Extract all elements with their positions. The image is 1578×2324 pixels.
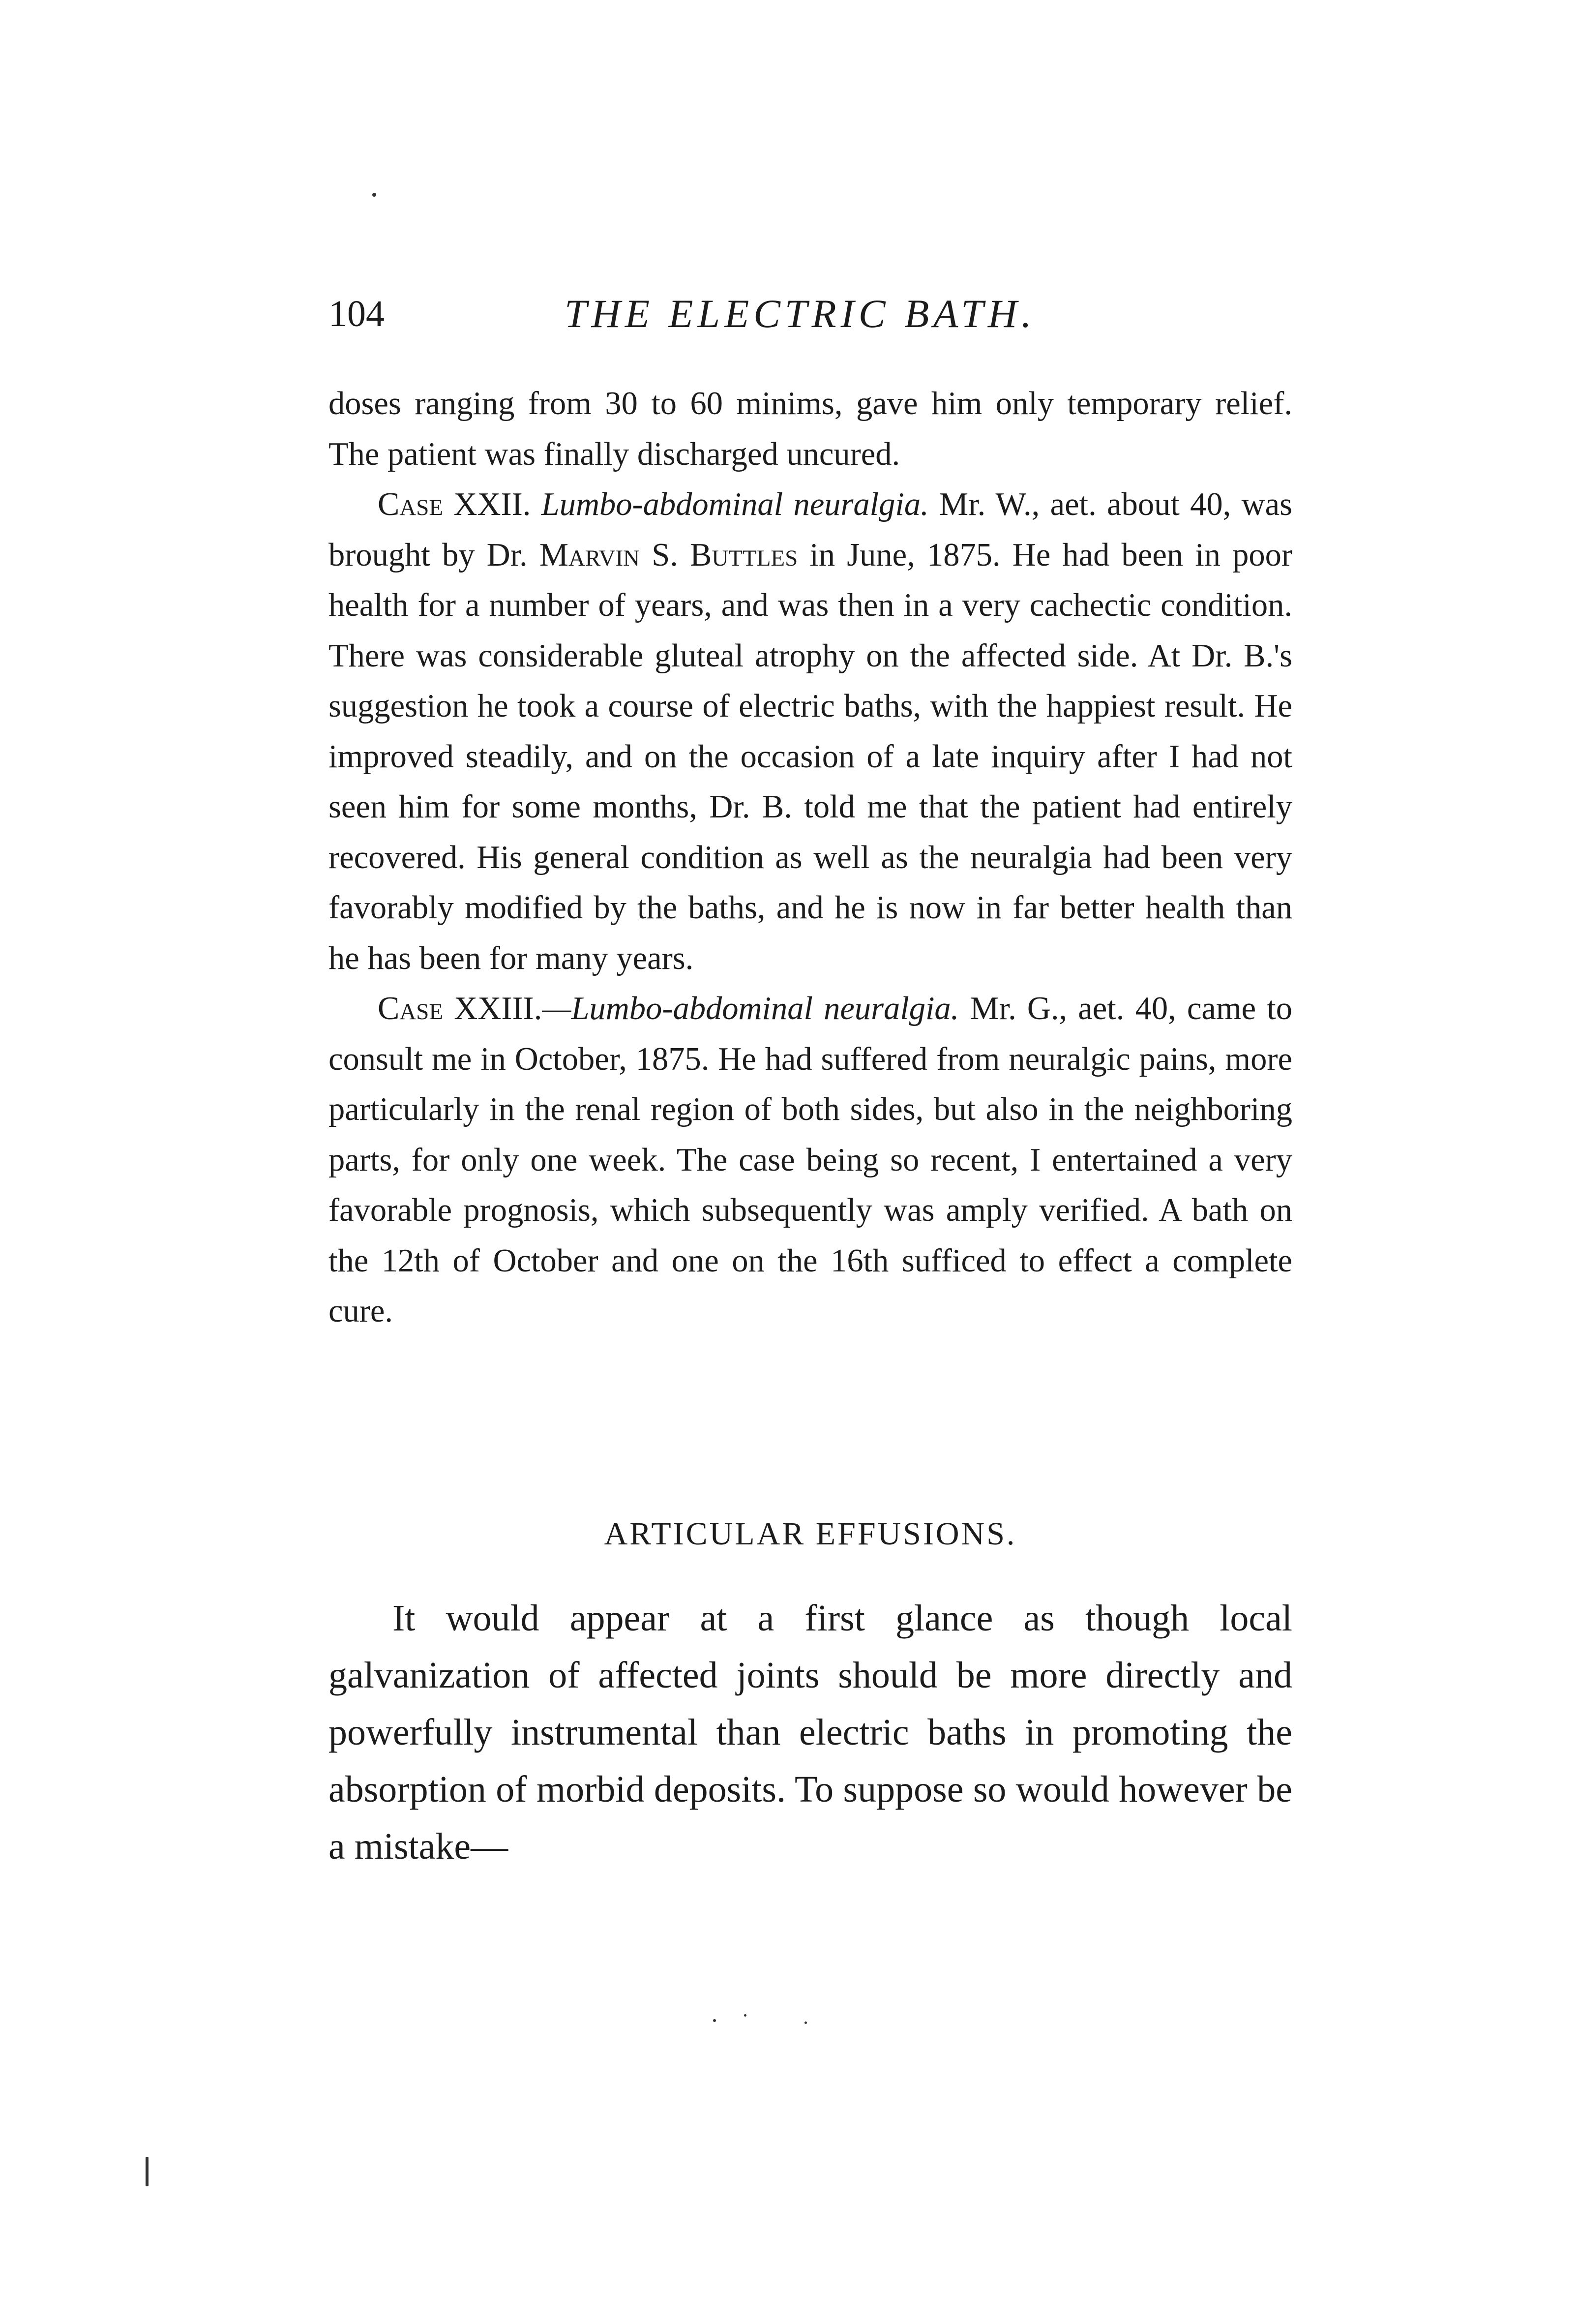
case-22-physician-name: Marvin S. Buttles bbox=[539, 537, 798, 573]
section-body bbox=[328, 1590, 1292, 1875]
running-title: THE ELECTRIC BATH. bbox=[565, 291, 1036, 336]
scan-speck bbox=[713, 2019, 716, 2022]
page-header bbox=[328, 284, 1312, 343]
scan-speck bbox=[146, 2157, 149, 2186]
case-22-text-part1: Mr. W., aet. about 40, was brought by Dr. bbox=[328, 486, 1293, 573]
case-22-label: Case XXII. bbox=[378, 486, 531, 522]
section-paragraph: It would appear at a first glance as though local galvanization of affected joints should be more directly and powerfully instrumental than electric baths in promoting the absorption of morbid deposits. To suppose so would however be a mistake— bbox=[328, 1598, 1292, 1867]
scan-speck bbox=[804, 2022, 807, 2024]
section-heading: ARTICULAR EFFUSIONS. bbox=[604, 1516, 1017, 1552]
page-number: 104 bbox=[328, 293, 385, 334]
scan-speck bbox=[372, 193, 376, 197]
scan-speck bbox=[744, 2014, 746, 2017]
body-text bbox=[328, 379, 1292, 1337]
case-22-title: Lumbo-abdominal neuralgia. bbox=[541, 486, 929, 522]
continuation-paragraph: doses ranging from 30 to 60 minims, gave him only temporary relief. The patient was finally discharged uncured. bbox=[328, 386, 1292, 472]
case-22-paragraph bbox=[328, 480, 1292, 984]
case-22-text-part2: in June, 1875. He had been in poor health for a number of years, and was then in a very cachectic condition. There was considerable gluteal atrophy on the affected side. At Dr. B.'s suggestion he took a course of electric baths, with the happiest result. He improved steadily, and on the occasion of a late inquiry after I had not seen him for some months, Dr. B. told me that the patient had entirely recovered. His general condition as well as the neuralgia had been very favorably modified by the baths, and he is now in far better health than he has been for many years. bbox=[328, 537, 1292, 976]
case-23-text: Mr. G., aet. 40, came to consult me in October, 1875. He had suffered from neuralgic pains, more particularly in the renal region of both sides, but also in the neighboring parts, for only one week. The case being so recent, I entertained a very favorable prognosis, which subsequently was amply verified. A bath on the 12th of October and one on the 16th sufficed to effect a complete cure. bbox=[328, 991, 1292, 1329]
case-23-label: Case XXIII. bbox=[378, 991, 542, 1026]
case-23-title: —Lumbo-abdominal neuralgia. bbox=[542, 991, 959, 1026]
case-23-paragraph bbox=[328, 984, 1292, 1337]
